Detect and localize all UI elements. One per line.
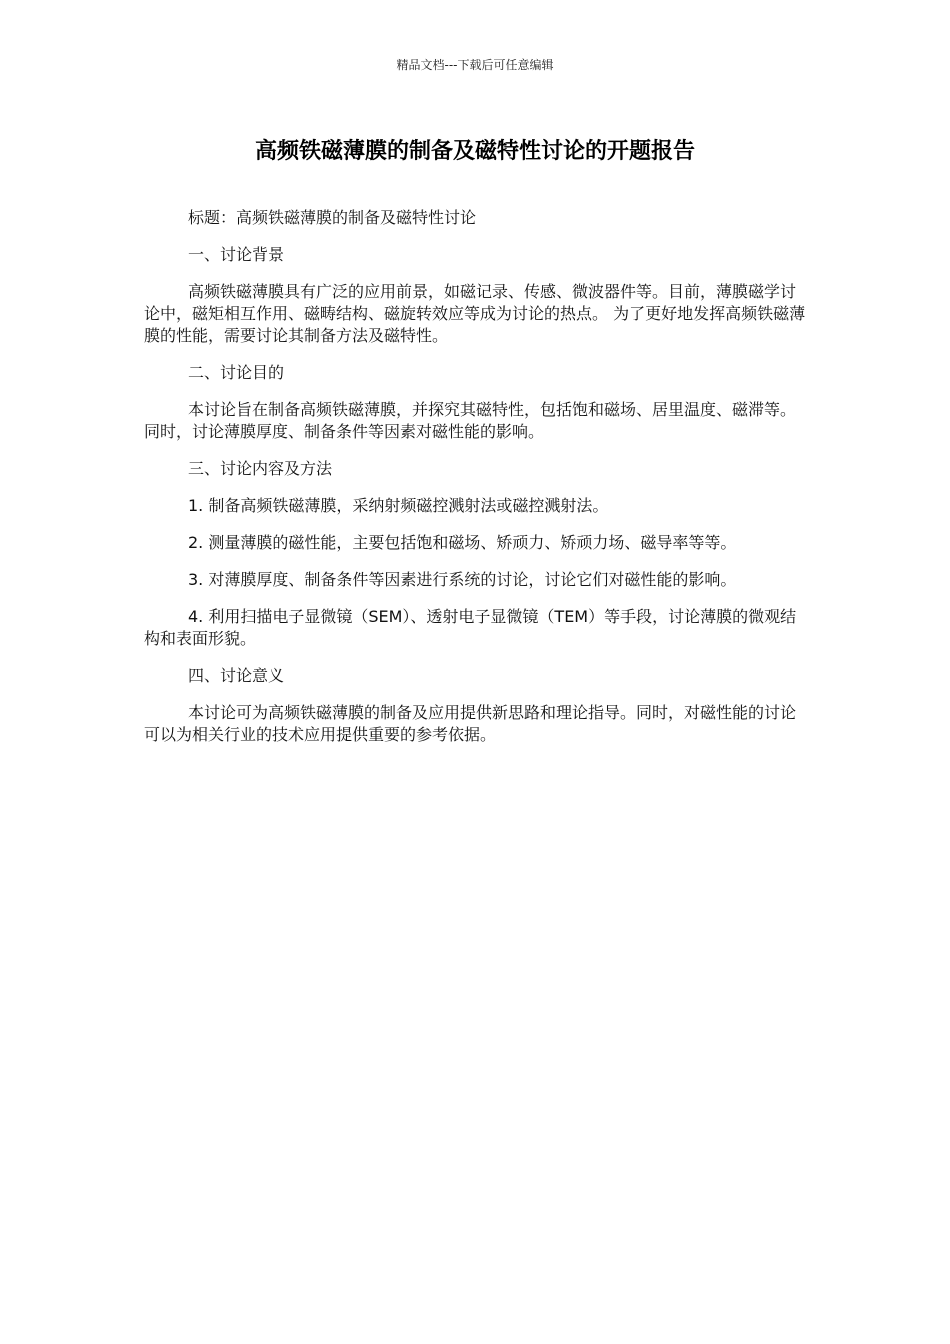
paragraph-purpose: 本讨论旨在制备高频铁磁薄膜，并探究其磁特性，包括饱和磁场、居里温度、磁滞等。同时，讨论薄膜厚度、制备条件等因素对磁性能的影响。 — [144, 400, 797, 441]
header-note: 精品文档---下载后可任意编辑 — [396, 58, 554, 72]
list-item: 2. 测量薄膜的磁性能，主要包括饱和磁场、矫顽力、矫顽力场、磁导率等等。 — [188, 533, 737, 552]
paragraph-background: 高频铁磁薄膜具有广泛的应用前景，如磁记录、传感、微波器件等。目前，薄膜磁学讨论中，磁矩相互作用、磁畴结构、磁旋转效应等成为讨论的热点。 为了更好地发挥高频铁磁薄膜的性能，需要讨论其制备方法及磁特性。 — [144, 282, 806, 345]
list-item: 4. 利用扫描电子显微镜（SEM）、透射电子显微镜（TEM）等手段，讨论薄膜的微观结构和表面形貌。 — [144, 607, 797, 648]
list-item: 3. 对薄膜厚度、制备条件等因素进行系统的讨论，讨论它们对磁性能的影响。 — [188, 570, 737, 589]
subject-line: 标题：高频铁磁薄膜的制备及磁特性讨论 — [188, 208, 477, 227]
document-title: 高频铁磁薄膜的制备及磁特性讨论的开题报告 — [254, 139, 695, 164]
section-heading-background: 一、讨论背景 — [188, 245, 285, 264]
section-heading-purpose: 二、讨论目的 — [188, 363, 285, 382]
paragraph-significance: 本讨论可为高频铁磁薄膜的制备及应用提供新思路和理论指导。同时，对磁性能的讨论可以为相关行业的技术应用提供重要的参考依据。 — [144, 703, 797, 744]
list-item: 1. 制备高频铁磁薄膜，采纳射频磁控溅射法或磁控溅射法。 — [188, 496, 609, 515]
document-body — [144, 207, 806, 761]
section-heading-significance: 四、讨论意义 — [188, 666, 285, 685]
section-heading-content: 三、讨论内容及方法 — [188, 459, 333, 478]
